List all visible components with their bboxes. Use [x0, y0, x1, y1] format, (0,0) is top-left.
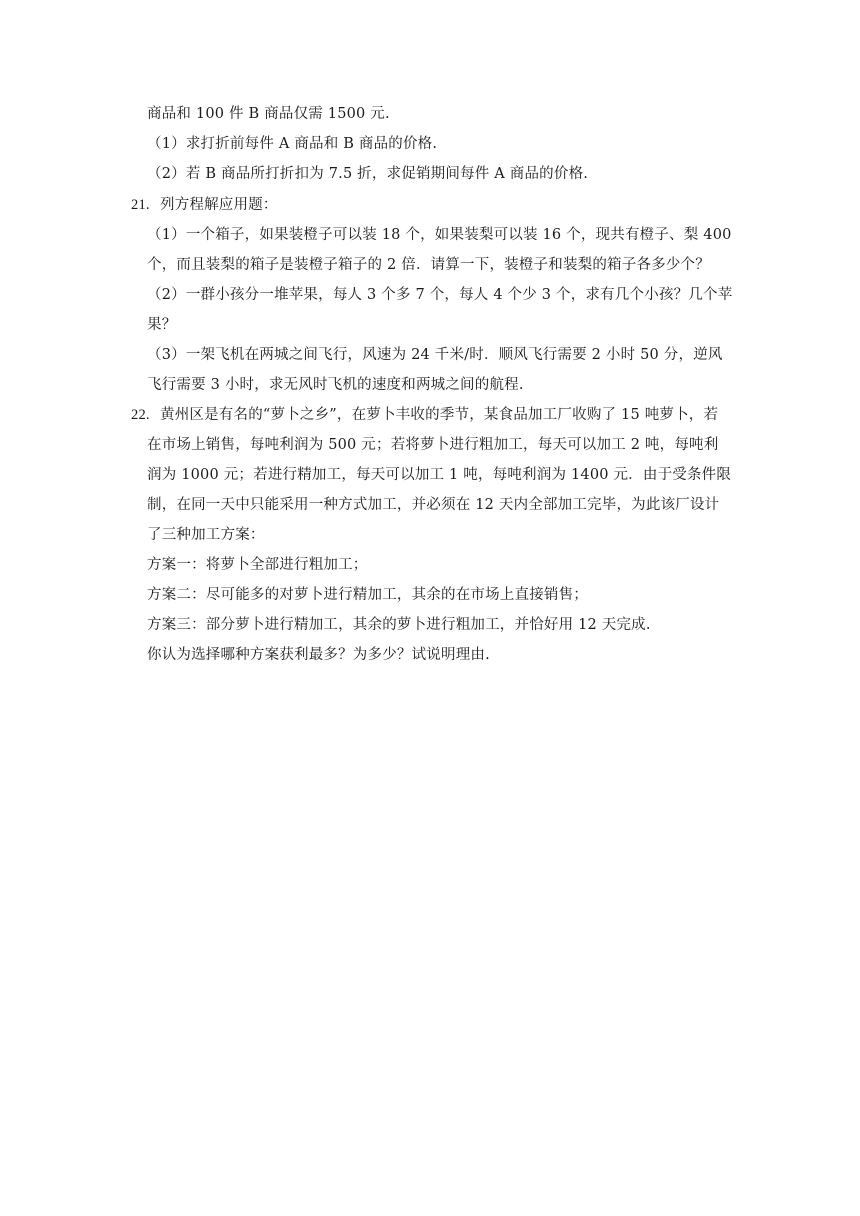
problem22-plan3: 方案三：部分萝卜进行精加工，其余的萝卜进行粗加工，并恰好用 12 天完成. — [147, 617, 651, 633]
problem22-line1: 黄州区是有名的“萝卜之乡”，在萝卜丰收的季节，某食品加工厂收购了 15 吨萝卜，若 — [160, 407, 719, 423]
problem21-title: 列方程解应用题： — [160, 197, 278, 213]
problem21-part2-line1: （2）一群小孩分一堆苹果，每人 3 个多 7 个，每人 4 个少 3 个，求有几个小孩？几个苹 — [147, 287, 733, 303]
problem22-number: 22. — [131, 407, 150, 423]
problem21-part2-line2: 果？ — [147, 317, 177, 333]
problem21-part1-line1: （1）一个箱子，如果装橙子可以装 18 个，如果装梨可以装 16 个，现共有橙子、梨 400 — [147, 227, 732, 243]
problem21-part1-line2: 个，而且装梨的箱子是装橙子箱子的 2 倍．请算一下，装橙子和装梨的箱子各多少个？ — [147, 257, 710, 273]
problem22-line4: 制，在同一天中只能采用一种方式加工，并必须在 12 天内全部加工完毕，为此该厂设计 — [147, 497, 720, 513]
problem22-plan1: 方案一：将萝卜全部进行粗加工； — [147, 557, 368, 573]
problem21-part3-line1: （3）一架飞机在两城之间飞行，风速为 24 千米/时．顺风飞行需要 2 小时 50 分，逆风 — [147, 347, 723, 363]
problem21-part3-line2: 飞行需要 3 小时，求无风时飞机的速度和两城之间的航程. — [147, 377, 524, 393]
problem21-number: 21. — [131, 197, 150, 213]
problem22-question: 你认为选择哪种方案获利最多？为多少？试说明理由. — [147, 647, 490, 663]
problem20-question-1: （1）求打折前每件 A 商品和 B 商品的价格. — [147, 136, 438, 152]
problem22-line5: 了三种加工方案： — [147, 527, 265, 543]
problem22-line3: 润为 1000 元；若进行精加工，每天可以加工 1 吨，每吨利润为 1400 元．由于受条件限 — [147, 467, 732, 483]
problem20-question-2: （2）若 B 商品所打折扣为 7.5 折，求促销期间每件 A 商品的价格. — [147, 166, 589, 182]
problem22-plan2: 方案二：尽可能多的对萝卜进行精加工，其余的在市场上直接销售； — [147, 587, 588, 603]
problem22-line2: 在市场上销售，每吨利润为 500 元；若将萝卜进行粗加工，每天可以加工 2 吨，每吨利 — [147, 437, 719, 453]
problem20-text-line: 商品和 100 件 B 商品仅需 1500 元. — [147, 106, 390, 122]
